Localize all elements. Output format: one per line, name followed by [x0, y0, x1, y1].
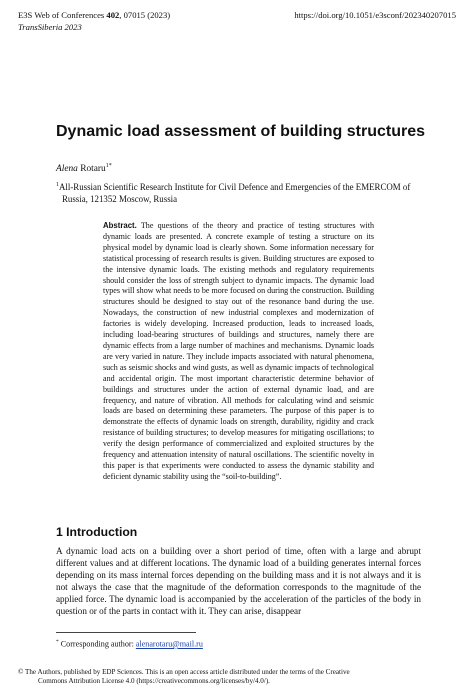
- volume-number: 402: [106, 10, 120, 20]
- journal-citation: E3S Web of Conferences 402, 07015 (2023): [18, 10, 171, 20]
- author-mark: 1*: [105, 163, 112, 169]
- author-last-name: Rotaru: [80, 164, 106, 175]
- license-notice: © The Authors, published by EDP Sciences. This is an open access article distributed under the terms of the Creative Commons Attribution License 4.0 (https://creativecommons.org/licenses/by/4.0/).: [18, 668, 350, 686]
- conference-series: TransSiberia 2023: [18, 21, 82, 32]
- abstract-text: The questions of the theory and practice of testing structures with dynamic loads are presented. A concrete example of testing a structure on its physical model by dynamic load is clearly shown. Some information necessary for statistical processing of research results is given. Building structures are exposed to the intensive dynamic loads. The existing methods and regulatory requirements should consider the loss of strength subject to dynamic impacts. The dynamic load types will show what needs to be more focused on during the construction. Building structures should be designed to stay out of the resonance band during the use. Nowadays, the construction of new industrial complexes and modernization of factories is widely developing. Increased production, leads to increased loads, including load-bearing structures of buildings and structures, namely there are dynamic effects from a large number of machines and mechanisms. Dynamic loads are very varied in nature. They include impacts associated with natural phenomena, such as seismic shocks and wind gusts, as well as dynamic impacts of technological and accidental origin. The most important characteristic determine behavior of buildings and structures under the action of external dynamic load, and are frequency, and nature of vibration. All methods for calculating wind and seismic loads are based on determining these parameters. The purpose of this paper is to demonstrate the effects of dynamic loads on strength, durability, rigidity and crack resistance of building structures; to develop measures for mitigating oscillations; to verify the design performance of commercialized and exploited structures by the frequency and attenuation intensity of natural oscillations. The scientific novelty in this paper is that experiments were conducted to assess the dynamic stability and deficient dynamic stability using the “soil-to-building”.: [103, 221, 374, 481]
- section-heading-introduction: 1 Introduction: [56, 525, 138, 539]
- running-header-left: [18, 10, 170, 33]
- author-first-name: Alena: [56, 164, 78, 175]
- paper-title: Dynamic load assessment of building structures: [56, 123, 425, 140]
- corresponding-author-footnote: * Corresponding author: alenarotaru@mail.ru: [56, 639, 203, 649]
- introduction-text: A dynamic load acts on a building over a short period of time, often with a large and abrupt different values and at different locations. The dynamic load of a building generates internal forces depending on its mass internal forces depending on the building mass and it is not always and it is not always the case that the magnitude of the deformation corresponds to the magnitude of the applied force. The dynamic load is accompanied by the acceleration of the particles of the body in question or of the parts in contact with it. They can arise, disappear: [56, 546, 421, 617]
- abstract: [103, 221, 374, 483]
- affiliation-mark: 1: [56, 182, 59, 188]
- abstract-label: Abstract.: [103, 221, 137, 230]
- author-email-link[interactable]: alenarotaru@mail.ru: [135, 639, 203, 649]
- doi-link[interactable]: https://doi.org/10.1051/e3sconf/202340207015: [294, 10, 456, 20]
- footnote-divider: [56, 632, 196, 633]
- author-line: [56, 163, 112, 174]
- affiliation: $^1$All-Russian Scientific Research Institute for Civil Defence and Emergencies of the EMERCOM of Russia, 121352 Moscow, Russia: [56, 181, 411, 204]
